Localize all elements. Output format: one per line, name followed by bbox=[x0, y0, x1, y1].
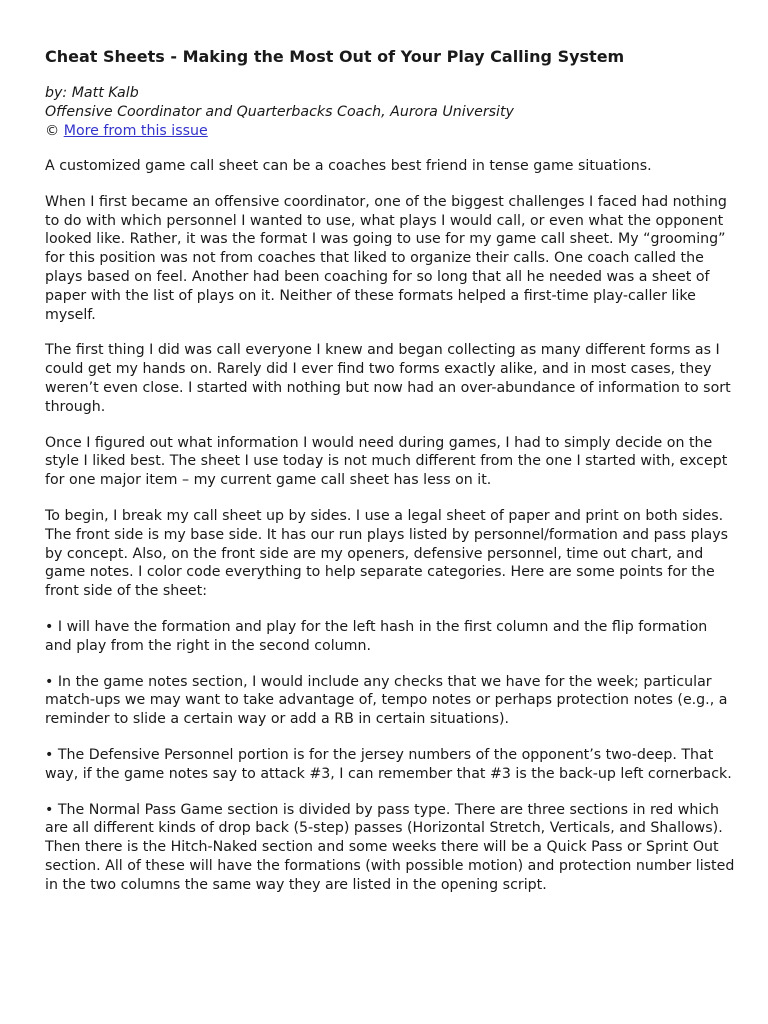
paragraph: Once I figured out what information I would need during games, I had to simply decide on the style I liked best. The sheet I use today is not much different from the one I started with, except for one major item – my current game call sheet has less on it. bbox=[45, 434, 728, 489]
more-from-issue-link[interactable]: More from this issue bbox=[63, 123, 208, 139]
bullet-point: • I will have the formation and play for the left hash in the first column and the flip formation and play from the right in the second column. bbox=[45, 618, 708, 654]
copyright-line bbox=[45, 122, 735, 141]
paragraph: To begin, I break my call sheet up by sides. I use a legal sheet of paper and print on both sides. The front side is my base side. It has our run plays listed by personnel/formation and pass plays by concept. Also, on the front side are my openers, defensive personnel, time out chart, and game notes. I color code everything to help separate categories. Here are some points for the front side of the sheet: bbox=[45, 507, 728, 600]
paragraph-intro: A customized game call sheet can be a coaches best friend in tense game situations. bbox=[45, 158, 652, 174]
bullet-point: • In the game notes section, I would include any checks that we have for the week; particular match-ups we may want to take advantage of, tempo notes or perhaps protection notes (e.g., a reminder to slide a certain way or add a RB in certain situations). bbox=[45, 673, 728, 728]
bullet-point: • The Defensive Personnel portion is for the jersey numbers of the opponent’s two-deep. That way, if the game notes say to attack #3, I can remember that #3 is the back-up left cornerback. bbox=[45, 746, 732, 782]
article bbox=[45, 46, 735, 912]
author-role: Offensive Coordinator and Quarterbacks Coach, Aurora University bbox=[45, 104, 514, 120]
bullet-point: • The Normal Pass Game section is divided by pass type. There are three sections in red which are all different kinds of drop back (5-step) passes (Horizontal Stretch, Verticals, and Shallows). Then there is the Hitch-Naked section and some weeks there will be a Quick Pass or Sprint Out section. All of these will have the formations (with possible motion) and protection number listed in the two columns the same way they are listed in the opening script. bbox=[45, 801, 735, 893]
paragraph: When I first became an offensive coordinator, one of the biggest challenges I faced had nothing to do with which personnel I wanted to use, what plays I would call, or even what the opponent looked like. Rather, it was the format I was going to use for my game call sheet. My “grooming” for this position was not from coaches that liked to organize their calls. One coach called the plays based on feel. Another had been coaching for so long that all he needed was a sheet of paper with the list of plays on it. Neither of these formats helped a first-time play-caller like myself. bbox=[45, 193, 727, 323]
copyright-symbol: © bbox=[45, 123, 60, 139]
paragraph: The first thing I did was call everyone I knew and began collecting as many different forms as I could get my hands on. Rarely did I ever find two forms exactly alike, and in most cases, they weren’t even close. I started with nothing but now had an over-abundance of information to sort through. bbox=[45, 342, 731, 415]
article-title: Cheat Sheets - Making the Most Out of Your Play Calling System bbox=[45, 47, 625, 66]
author-byline: by: Matt Kalb bbox=[45, 85, 139, 101]
